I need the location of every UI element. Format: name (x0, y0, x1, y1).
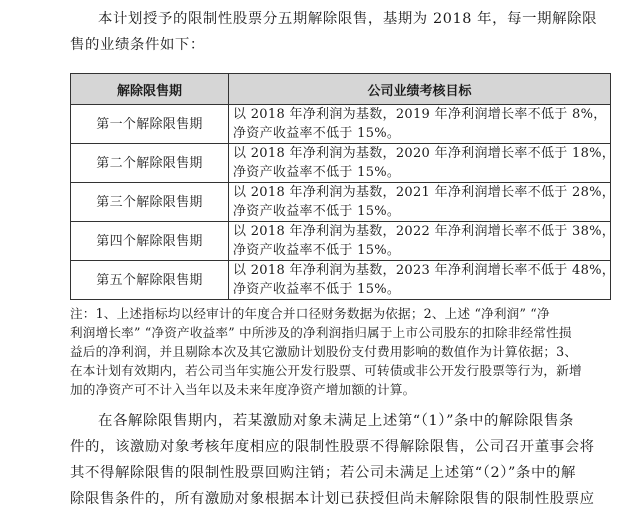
performance-table (70, 73, 616, 300)
period-cell: 第二个解除限售期 (71, 144, 229, 183)
target-cell (229, 222, 616, 261)
target-line: 净资产收益率不低于 15%。 (233, 243, 401, 258)
target-cell (229, 105, 611, 144)
body-line: 除限售条件的，所有激励对象根据本计划已获授但尚未解除限售的限制性股票应 (70, 491, 595, 507)
table-note (70, 304, 615, 399)
intro-line: 本计划授予的限制性股票分五期解除限售，基期为 2018 年，每一期解除限 (98, 11, 598, 27)
target-cell (229, 183, 616, 222)
period-cell: 第三个解除限售期 (71, 183, 229, 222)
body-line: 在各解除限售期内，若某激励对象未满足上述第“（1）”条中的解除限售条 (98, 413, 574, 429)
target-line: 净资产收益率不低于 15%。 (233, 282, 401, 297)
target-line: 以 2018 年净利润为基数，2023 年净利润增长率不低于 48%， (233, 263, 616, 278)
note-line: 利润增长率” “净资产收益率” 中所涉及的净利润指归属于上市公司股东的扣除非经常性损 (70, 325, 572, 340)
body-line: 其不得解除限售的限制性股票回购注销；若公司未满足上述第“（2）”条中的解 (70, 465, 576, 481)
header-target: 公司业绩考核目标 (229, 74, 611, 105)
table-row (71, 222, 611, 261)
table-row (71, 144, 611, 183)
table-header-row (71, 74, 611, 105)
target-line: 以 2018 年净利润为基数，2022 年净利润增长率不低于 38%， (233, 224, 616, 239)
intro-paragraph (70, 6, 610, 58)
note-line: 益后的净利润，并且剔除本次及其它激励计划股份支付费用影响的数值作为计算依据；3、 (70, 344, 578, 359)
target-cell (229, 261, 616, 300)
note-line: 在本计划有效期内，若公司当年实施公开发行股票、可转债或非公开发行股票等行为，新增 (70, 363, 582, 378)
target-line: 净资产收益率不低于 15%。 (233, 165, 401, 180)
table-row (71, 105, 611, 144)
target-line: 净资产收益率不低于 15%。 (233, 126, 401, 141)
table-row (71, 183, 611, 222)
period-cell: 第一个解除限售期 (71, 105, 229, 144)
target-line: 以 2018 年净利润为基数，2021 年净利润增长率不低于 28%， (233, 185, 616, 200)
period-cell: 第五个解除限售期 (71, 261, 229, 300)
target-cell (229, 144, 616, 183)
header-period: 解除限售期 (71, 74, 229, 105)
target-line: 以 2018 年净利润为基数，2019 年净利润增长率不低于 8%， (233, 107, 607, 122)
target-line: 以 2018 年净利润为基数，2020 年净利润增长率不低于 18%， (233, 146, 616, 161)
intro-line: 售的业绩条件如下： (70, 37, 205, 53)
period-cell: 第四个解除限售期 (71, 222, 229, 261)
target-line: 净资产收益率不低于 15%。 (233, 204, 401, 219)
body-paragraph (70, 408, 610, 512)
note-line: 注：1、上述指标均以经审计的年度合并口径财务数据为依据；2、上述 “净利润” “净 (70, 306, 550, 321)
note-line: 加的净资产可不计入当年以及未来年度净资产增加额的计算。 (70, 382, 416, 397)
table-row (71, 261, 611, 300)
body-line: 件的，该激励对象考核年度相应的限制性股票不得解除限售，公司召开董事会将 (70, 439, 595, 455)
